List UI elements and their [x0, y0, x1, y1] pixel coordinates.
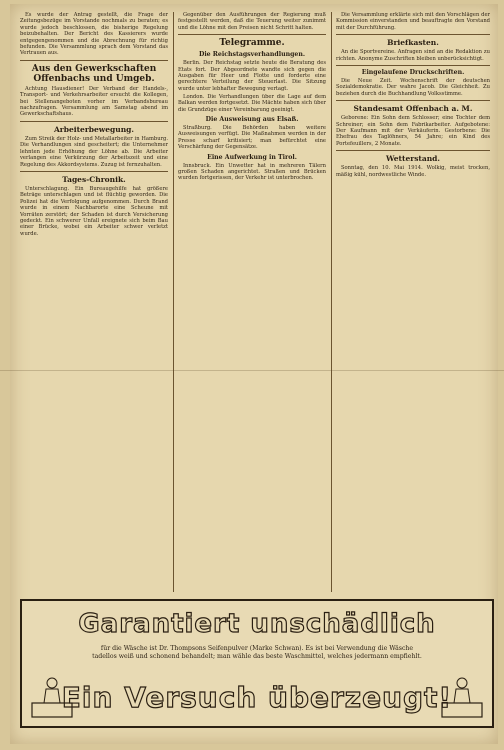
subheading: Eine Aufwerkung in Tirol.	[207, 153, 297, 161]
washerwoman-illustration-icon	[440, 673, 484, 721]
paragraph: London. Die Verhandlungen über die Lage auf dem Balkan werden fortgesetzt. Die Mächte haben sich über die Grundzüge einer Vereinbarung geeinigt.	[178, 93, 326, 113]
column-rule	[331, 12, 332, 592]
paragraph: Die Versammlung erklärte sich mit den Vorschlägen der Kommission einverstanden und beauftragte den Vorstand mit der Durchführung.	[336, 12, 490, 31]
article-columns	[20, 12, 490, 592]
paragraph: Berlin. Der Reichstag setzte heute die Beratung des Etats fort. Der Abgeordnete wandte sich gegen die Ausgaben für Heer und Flotte und forderte eine gerechtere Verteilung der Steuerlast. Die Sitzung wurde unter lebhafter Bewegung vertagt.	[178, 60, 326, 92]
paragraph: Geborene: Ein Sohn dem Schlosser; eine Tochter dem Schreiner; ein Sohn dem Fabrikarbeiter. Aufgebotene: Der Kaufmann mit der Verkäuferin. Gestorbene: Die Ehefrau des Taglöhners, 54 Jahre; ein Kind des Portefeuillers, 2 Monate.	[336, 115, 490, 147]
advertisement-box	[20, 599, 494, 728]
section-heading: Briefkasten.	[387, 38, 439, 48]
column-3	[336, 12, 490, 592]
washerwoman-illustration-icon	[30, 673, 74, 721]
paragraph: An die Sportvereine. Anfragen sind an die Redaktion zu richten. Anonyme Zuschriften bleiben unberücksichtigt.	[336, 49, 490, 62]
paragraph: Straßburg. Die Behörden haben weitere Ausweisungen verfügt. Die Maßnahmen werden in der Presse scharf kritisiert; man befürchtet eine Verschärfung der Gegensätze.	[178, 124, 326, 151]
column-rule	[173, 12, 174, 592]
section-heading: Arbeiterbewegung.	[53, 124, 135, 134]
paragraph: Sonntag, den 10. Mai 1914. Wolkig, meist trocken, mäßig kühl, nordwestliche Winde.	[336, 165, 490, 178]
ad-body-text: für die Wäsche ist Dr. Thompsons Seifenpulver (Marke Schwan). Es ist bei Verwendung die Wäsche tadellos weiß und schonend behandelt; man wähle das beste Waschmittel, welches jedermann empfiehlt.	[92, 645, 422, 660]
paragraph: Zum Streik der Holz- und Metallarbeiter in Hamburg. Die Verhandlungen sind gescheitert; die Unternehmer lehnten jede Erhöhung der Löhne ab. Die Arbeiter verlangen eine Verkürzung der Arbeitszeit und eine Regelung des Akkordsystems. Zuzug ist fernzuhalten.	[20, 135, 168, 168]
column-1	[20, 12, 168, 592]
paragraph: Gegenüber den Ausführungen der Regierung muß festgestellt werden, daß die Teuerung weiter zunimmt und die Löhne mit den Preisen nicht Schritt halten.	[178, 12, 326, 31]
paragraph: Innsbruck. Ein Unwetter hat in mehreren Tälern großen Schaden angerichtet. Straßen und Brücken wurden fortgerissen, der Verkehr ist unterbrochen.	[178, 162, 326, 182]
paragraph: Es wurde der Antrag gestellt, die Frage der Zeitungsbezüge im Vorstande nochmals zu beraten; es wurde jedoch beschlossen, die bisherige Regelung beizubehalten. Der Bericht des Kassierers wurde entgegengenommen und die Abrechnung für richtig befunden. Die Versammlung sprach dem Vorstand das Vertrauen aus.	[20, 12, 168, 57]
subheading: Die Ausweisung aus Elsaß.	[205, 115, 299, 123]
ad-slogan: Ein Versuch überzeugt!	[61, 681, 453, 714]
paragraph: Achtung Hausdiener! Der Verband der Handels-, Transport- und Verkehrsarbeiter ersucht die Kollegen, bei Stellenangeboten vorher im Verbandsbureau nachzufragen. Versammlung am Samstag abend im Gewerkschaftshaus.	[20, 85, 168, 118]
section-heading: Aus den Gewerkschaften Offenbachs und Umgeb.	[31, 63, 157, 84]
newspaper-page	[10, 4, 498, 744]
ad-headline: Garantiert unschädlich	[78, 609, 436, 639]
section-heading: Tages-Chronik.	[62, 174, 126, 184]
paragraph: Die Neue Zeit. Wochenschrift der deutschen Sozialdemokratie. Der wahre Jacob. Die Gleichheit. Zu beziehen durch die Buchhandlung Volksstimme.	[336, 78, 490, 97]
section-heading: Telegramme.	[219, 38, 285, 49]
section-heading: Eingelaufene Druckschriften.	[361, 69, 465, 77]
section-heading: Wetterstand.	[385, 154, 441, 164]
subheading: Die Reichstagsverhandlungen.	[198, 51, 306, 59]
column-2	[178, 12, 326, 592]
paragraph: Unterschlagung. Ein Bureaugehilfe hat größere Beträge unterschlagen und ist flüchtig geworden. Die Polizei hat die Verfolgung aufgenommen. Durch Brand wurde in einem Nachbarorte eine Scheune mit Vorräten zerstört; der Schaden ist durch Versicherung gedeckt. Ein schwerer Unfall ereignete sich beim Bau einer Brücke, wobei ein Arbeiter schwer verletzt wurde.	[20, 185, 168, 237]
paper-fold-line	[0, 370, 504, 371]
section-heading: Standesamt Offenbach a. M.	[353, 104, 473, 114]
